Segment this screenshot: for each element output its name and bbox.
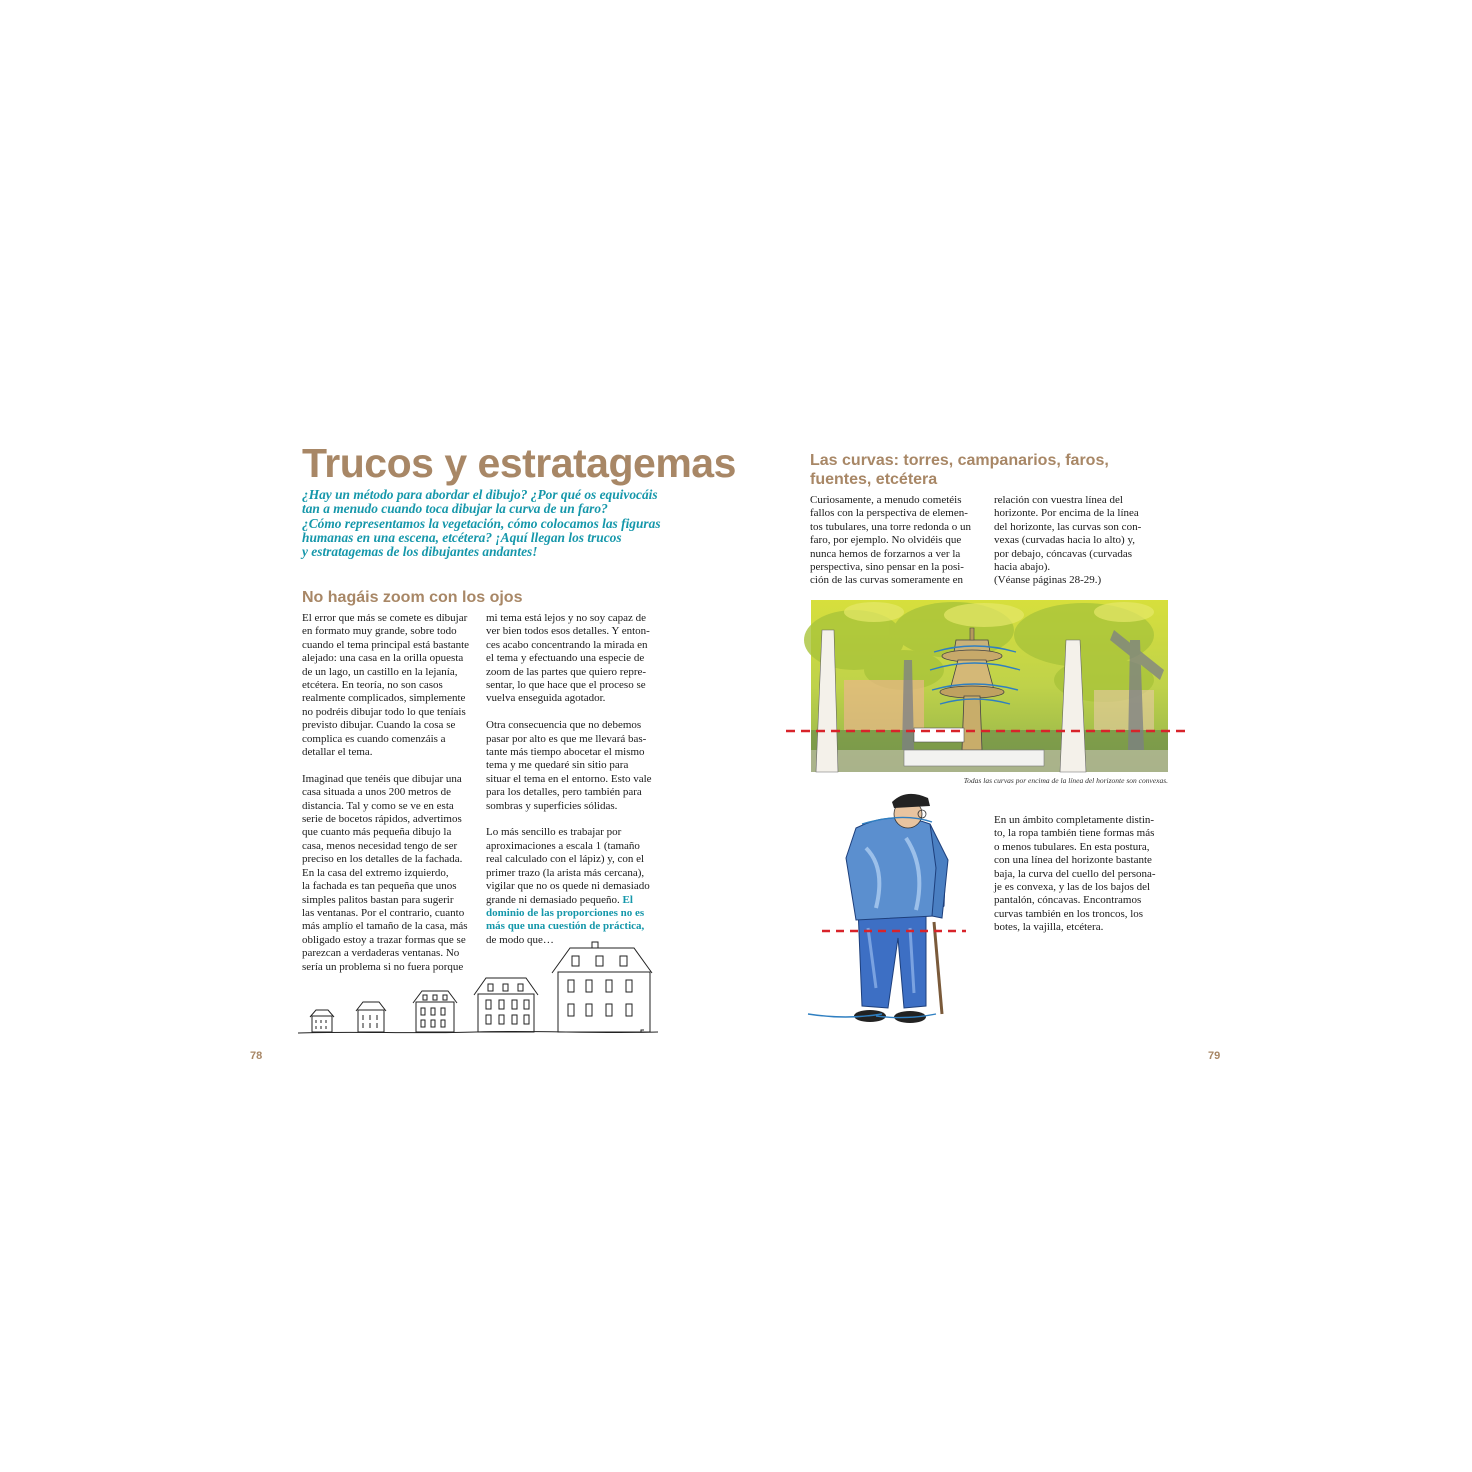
house-sketch-4	[474, 978, 538, 1032]
fountain-illustration	[784, 600, 1188, 774]
intro-text: ¿Hay un método para abordar el dibujo? ¿Por qué os equivocáis tan a menudo cuando toca dibujar la curva de un faro? ¿Cómo representamos la vegetación, cómo colocamos las figuras humanas en una escena, etcétera? ¡Aquí llegan los trucos y estratagemas de los dibujantes andantes!	[302, 487, 661, 560]
left-column-2: mi tema está lejos y no soy capaz de ver bien todos esos detalles. Y enton- ces acabo concentrando la mirada en el tema y efectuando una especie de zoom de las partes que quiero repre- sentar, lo que hace que el proceso se vuelva enseguida agotador. Otra consecuencia que no debemos pasar por alto es que me llevará bas- tante más tiempo abocetar el mismo tema y me quedaré sin sitio para situar el tema en el entorno. Esto vale para los detalles, pero también para sombras y superficies sólidas. Lo más sencillo es trabajar por aproximaciones a escala 1 (tamaño real calculado con el lápiz) y, con el primer trazo (la arista más cercana), vigilar que no os quede ni demasiado grande ni demasiado pequeño. El dominio de las proporciones no es más que una cuestión de práctica, de modo que…	[486, 612, 652, 946]
figure-caption: Todas las curvas por encima de la línea del horizonte son convexas.	[963, 776, 1168, 785]
page-number-right: 79	[1208, 1050, 1221, 1062]
right-column-1: Curiosamente, a menudo cometéis fallos con la perspectiva de elemen- tos tubulares, una torre redonda o un faro, por ejemplo. No olvidéis que nunca hemos de forzarnos a ver la perspectiva, sino pensar en la posi- ción de las curvas someramente en	[810, 494, 971, 587]
houses-sketch	[296, 940, 662, 1038]
figure-text: En un ámbito completamente distin- to, la ropa también tiene formas más o menos tubulares. En esta postura, con una línea del horizonte bastante baja, la curva del cuello del persona- je es convexa, y las de los bajos del pantalón, cóncavas. Encontramos curvas también en los troncos, los botes, la vajilla, etcétera.	[994, 814, 1156, 934]
house-sketch-2	[356, 1002, 386, 1032]
page-title: Trucos y estratagemas	[302, 440, 736, 486]
man-illustration	[806, 788, 984, 1032]
house-sketch-large	[552, 942, 652, 1032]
section-title-curves: Las curvas: torres, campanarios, faros, fuentes, etcétera	[810, 452, 1109, 488]
section-title-zoom: No hagáis zoom con los ojos	[302, 589, 523, 606]
house-sketch-3	[413, 991, 457, 1032]
page-number-left: 78	[250, 1050, 263, 1062]
left-column-1: El error que más se comete es dibujar en formato muy grande, sobre todo cuando el tema principal está bastante alejado: una casa en la orilla opuesta de un lago, un castillo en la lejanía, etcétera. En teoría, no son casos realmente complicados, simplemente no podréis dibujar todo lo que teníais previsto dibujar. Cuando la cosa se complica es cuando comenzáis a detallar el tema. Imaginad que tenéis que dibujar una casa situada a unos 200 metros de distancia. Tal y como se ve en esta serie de bocetos rápidos, advertimos que cuanto más pequeña dibujo la casa, menos necesidad tengo de ser preciso en los detalles de la fachada. En la casa del extremo izquierdo, la fachada es tan pequeña que unos simples palitos bastan para sugerir las ventanas. Por el contrario, cuanto más amplío el tamaño de la casa, más obligado estoy a trazar formas que se parezcan a verdaderas ventanas. No sería un problema si no fuera porque	[302, 612, 470, 973]
house-sketch-small	[310, 1010, 334, 1032]
right-column-2: relación con vuestra línea del horizonte. Por encima de la línea del horizonte, las curvas son con- vexas (curvadas hacia lo alto) y, por debajo, cóncavas (curvadas hacia abajo). (Véanse páginas 28-29.)	[994, 494, 1142, 587]
